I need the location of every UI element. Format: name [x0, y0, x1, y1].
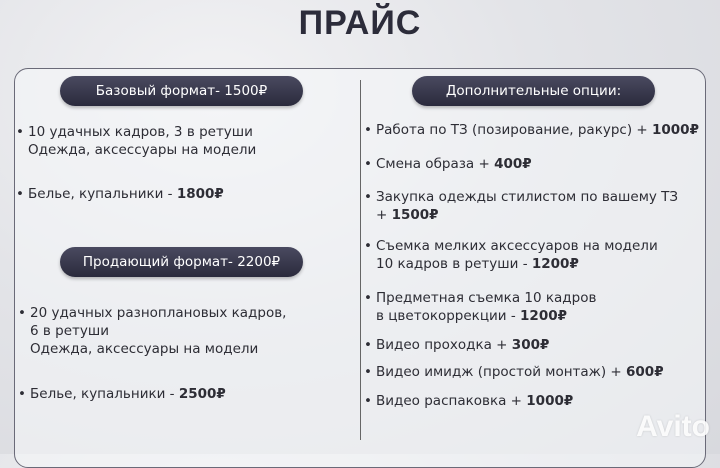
list-item: • Смена образа + 400₽ — [364, 156, 532, 172]
list-item: • Работа по ТЗ (позирование, ракурс) + 1000₽ — [364, 122, 699, 138]
list-item: • 10 удачных кадров, 3 в ретуши Одежда, аксессуары на модели — [16, 124, 257, 158]
list-item: • Закупка одежды стилистом по вашему ТЗ + 1500₽ — [364, 189, 679, 223]
list-item: • Видео распаковка + 1000₽ — [364, 393, 574, 409]
list-item: • Съемка мелких аксессуаров на модели 10 кадров в ретуши - 1200₽ — [364, 238, 658, 272]
column-divider — [360, 80, 361, 440]
list-item: • Предметная съемка 10 кадров в цветокоррекции - 1200₽ — [364, 290, 597, 324]
list-item: • Видео проходка + 300₽ — [364, 337, 550, 353]
basic-format-badge: Базовый формат- 1500₽ — [60, 76, 303, 106]
list-item: • 20 удачных разноплановых кадров, 6 в ретуши Одежда, аксессуары на модели — [18, 305, 287, 357]
selling-format-badge: Продающий формат- 2200₽ — [60, 247, 303, 277]
page-title: ПРАЙС — [298, 4, 422, 42]
list-item: • Белье, купальники - 1800₽ — [16, 186, 224, 202]
avito-watermark: Avito — [636, 410, 710, 443]
list-item: • Видео имидж (простой монтаж) + 600₽ — [364, 364, 664, 380]
list-item: • Белье, купальники - 2500₽ — [18, 386, 226, 402]
extra-options-badge: Дополнительные опции: — [412, 76, 655, 106]
